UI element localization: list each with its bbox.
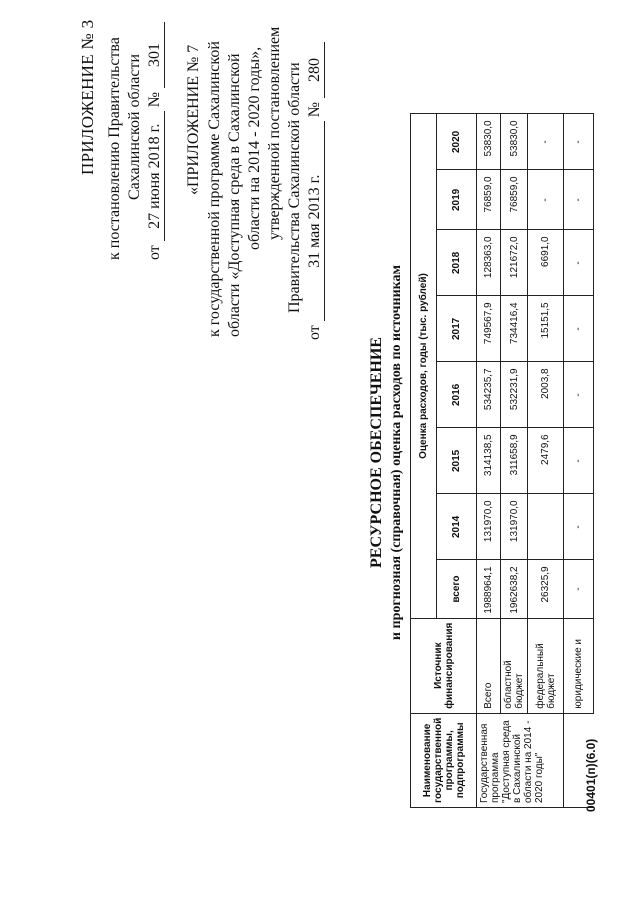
appendix-3-title: ПРИЛОЖЕНИЕ № 3	[78, 19, 97, 175]
header-year: 2015	[437, 428, 477, 494]
value-cell: -	[528, 114, 564, 170]
page-title: РЕСУРСНОЕ ОБЕСПЕЧЕНИЕ	[368, 337, 385, 568]
value-cell: 26325,9	[528, 560, 564, 618]
source-cell: Всего	[477, 618, 501, 713]
value-cell: -	[564, 362, 594, 428]
appendix-7-number: 280	[306, 42, 325, 98]
form-code: 00401(п)(6.0)	[584, 738, 598, 812]
table-header-row	[411, 114, 437, 808]
appendix-7-title: «ПРИЛОЖЕНИЕ № 7	[185, 44, 202, 195]
source-cell: федеральный бюджет	[528, 618, 564, 713]
value-cell: 76859,0	[501, 170, 528, 230]
value-cell: 749567,9	[477, 296, 501, 362]
value-cell: 1962638,2	[501, 560, 528, 618]
appendix-3-date-line	[146, 22, 165, 260]
value-cell: 2479,6	[528, 428, 564, 494]
value-cell: 1988964,1	[477, 560, 501, 618]
table-row	[501, 114, 528, 808]
page-subtitle: и прогнозная (справочная) оценка расходов по источникам	[389, 264, 404, 641]
appendix-7-line4: утвержденной постановлением	[266, 26, 283, 240]
value-cell: 311658,9	[501, 428, 528, 494]
value-cell: -	[564, 428, 594, 494]
value-cell: 314138,5	[477, 428, 501, 494]
value-cell: 15151,5	[528, 296, 564, 362]
table-row	[528, 114, 564, 808]
header-program-name: Наименование государственной программы, подпрограммы	[411, 713, 477, 807]
source-cell: юридические и	[564, 618, 594, 713]
value-cell: -	[564, 560, 594, 618]
value-cell: -	[564, 114, 594, 170]
value-cell: 53830,0	[501, 114, 528, 170]
appendix-7-from: от	[306, 325, 323, 340]
appendix-7-line3: области на 2014 - 2020 годы»,	[246, 46, 263, 250]
value-cell	[528, 494, 564, 560]
program-name-cell: Государственная программа "Доступная среда в Сахалинской области на 2014 - 2020 годы"	[477, 713, 564, 807]
header-year: 2019	[437, 170, 477, 230]
table-row	[477, 114, 501, 808]
header-year: 2017	[437, 296, 477, 362]
value-cell: -	[564, 296, 594, 362]
source-cell: областной бюджет	[501, 618, 528, 713]
value-cell: 131970,0	[501, 494, 528, 560]
value-cell: 76859,0	[477, 170, 501, 230]
value-cell: -	[564, 494, 594, 560]
value-cell: -	[564, 170, 594, 230]
appendix-3-line2: Сахалинской области	[126, 53, 143, 200]
value-cell: 532231,9	[501, 362, 528, 428]
appendix-3-number-sign: №	[146, 91, 163, 108]
header-year: всего	[437, 560, 477, 618]
value-cell: 128363,0	[477, 230, 501, 296]
header-year: 2016	[437, 362, 477, 428]
appendix-3-from: от	[146, 245, 163, 260]
value-cell: 534235,7	[477, 362, 501, 428]
header-year: 2020	[437, 114, 477, 170]
appendix-7-number-sign: №	[306, 101, 323, 118]
appendix-7-line5: Правительства Сахалинской области	[286, 62, 303, 313]
table-row	[564, 114, 594, 808]
header-year: 2018	[437, 230, 477, 296]
appendix-3-date: 27 июня 2018 г.	[146, 111, 165, 241]
value-cell: 53830,0	[477, 114, 501, 170]
value-cell: 2003,8	[528, 362, 564, 428]
value-cell: 131970,0	[477, 494, 501, 560]
appendix-7-line1: к государственной программе Сахалинской	[206, 41, 223, 337]
value-cell: -	[528, 170, 564, 230]
value-cell: 6691,0	[528, 230, 564, 296]
appendix-7-date-line	[306, 42, 325, 340]
appendix-7-date: 31 мая 2013 г.	[306, 121, 325, 321]
value-cell: 734416,4	[501, 296, 528, 362]
appendix-7-line2: области «Доступная среда в Сахалинской	[226, 53, 243, 337]
value-cell: 121672,0	[501, 230, 528, 296]
header-estimate: Оценка расходов, годы (тыс. рублей)	[411, 114, 437, 618]
value-cell: -	[564, 230, 594, 296]
resources-table	[410, 113, 594, 808]
appendix-3-number: 301	[146, 22, 165, 88]
header-source: Источник финансирования	[411, 618, 477, 713]
appendix-3-line1: к постановлению Правительства	[106, 37, 123, 260]
header-year: 2014	[437, 494, 477, 560]
